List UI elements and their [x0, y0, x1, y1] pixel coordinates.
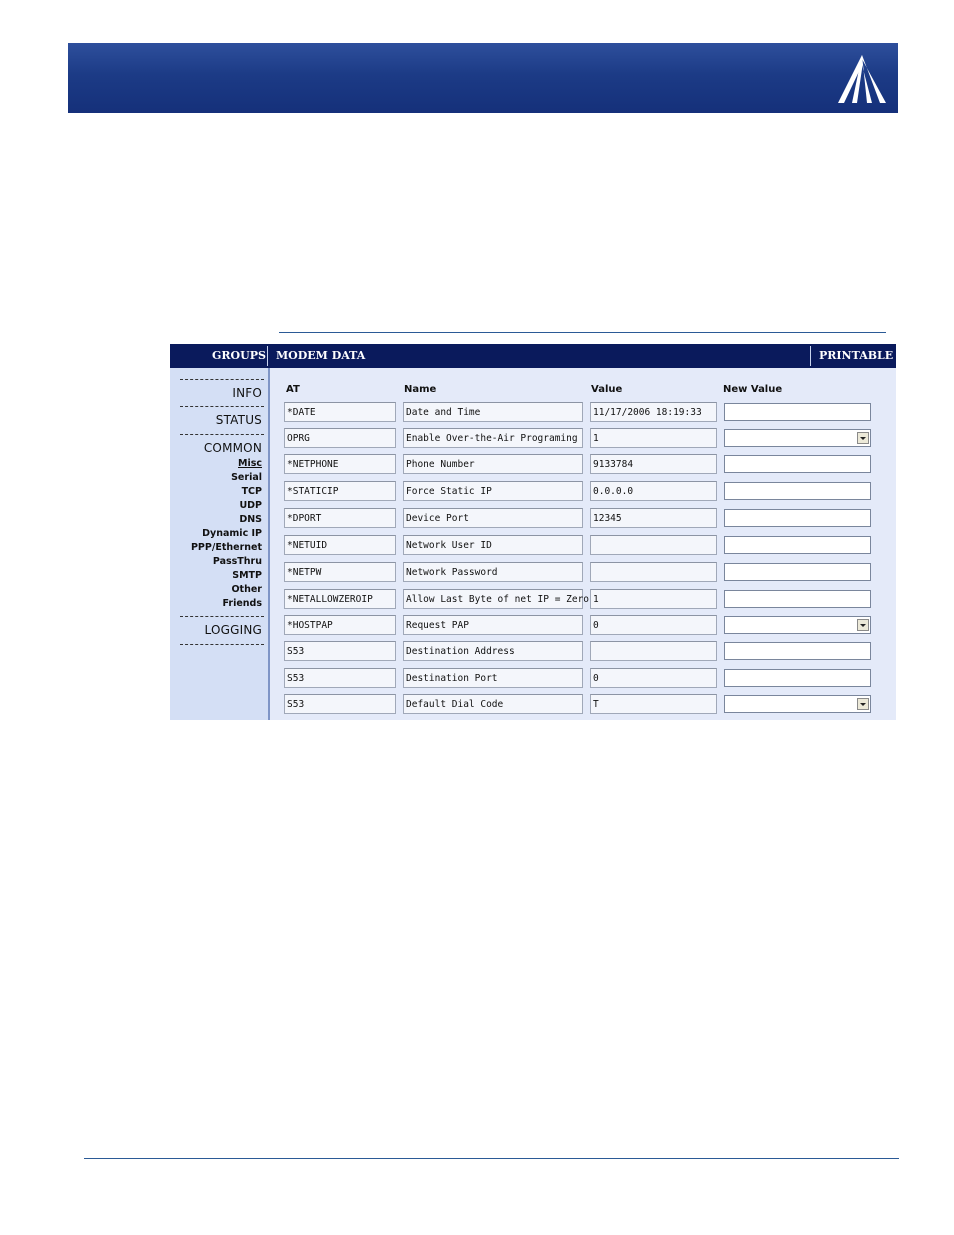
column-header-name: Name — [404, 384, 437, 395]
new-value-input[interactable] — [724, 536, 871, 554]
table-row — [270, 668, 896, 690]
at-command-cell: *NETPW — [284, 562, 396, 582]
new-value-input[interactable] — [724, 669, 871, 687]
name-cell: Force Static IP — [403, 481, 583, 501]
column-header-new-value: New Value — [723, 384, 783, 395]
divider — [180, 434, 264, 435]
divider — [180, 616, 264, 617]
table-row — [270, 402, 896, 424]
divider — [180, 379, 264, 380]
value-cell — [590, 641, 717, 661]
at-command-cell: S53 — [284, 668, 396, 688]
bottom-rule — [84, 1158, 899, 1159]
value-cell: 11/17/2006 18:19:33 — [590, 402, 717, 422]
name-cell: Allow Last Byte of net IP = Zero — [403, 589, 583, 609]
group-logging[interactable]: LOGGING — [204, 623, 262, 637]
new-value-input[interactable] — [724, 509, 871, 527]
group-status[interactable]: STATUS — [215, 413, 262, 427]
value-cell — [590, 562, 717, 582]
divider — [180, 644, 264, 645]
document-banner — [68, 43, 898, 113]
table-row — [270, 615, 896, 637]
value-cell: 1 — [590, 428, 717, 448]
value-cell — [590, 535, 717, 555]
header-separator — [267, 346, 268, 366]
name-cell: Enable Over-the-Air Programing — [403, 428, 583, 448]
new-value-select[interactable] — [724, 616, 871, 634]
common-item-dns[interactable]: DNS — [239, 514, 262, 525]
company-logo-icon — [834, 51, 890, 105]
header-separator — [810, 346, 811, 366]
at-command-cell: S53 — [284, 694, 396, 714]
value-cell: 0 — [590, 668, 717, 688]
value-cell: 0.0.0.0 — [590, 481, 717, 501]
chevron-down-icon[interactable] — [857, 698, 869, 710]
new-value-input[interactable] — [724, 642, 871, 660]
chevron-down-icon[interactable] — [857, 432, 869, 444]
top-rule — [279, 332, 886, 333]
at-command-cell: *NETALLOWZEROIP — [284, 589, 396, 609]
name-cell: Network Password — [403, 562, 583, 582]
value-cell: T — [590, 694, 717, 714]
common-item-ppp-ethernet[interactable]: PPP/Ethernet — [190, 542, 262, 553]
new-value-input[interactable] — [724, 590, 871, 608]
common-item-passthru[interactable]: PassThru — [212, 556, 262, 567]
value-cell: 9133784 — [590, 454, 717, 474]
modem-data-title: MODEM DATA — [276, 349, 366, 362]
name-cell: Request PAP — [403, 615, 583, 635]
name-cell: Destination Address — [403, 641, 583, 661]
header-corner — [170, 344, 180, 368]
new-value-input[interactable] — [724, 455, 871, 473]
table-row — [270, 508, 896, 530]
column-header-at: AT — [286, 384, 300, 395]
name-cell: Device Port — [403, 508, 583, 528]
divider — [180, 406, 264, 407]
new-value-input[interactable] — [724, 563, 871, 581]
at-command-cell: *DPORT — [284, 508, 396, 528]
table-row — [270, 562, 896, 584]
at-command-cell: *NETUID — [284, 535, 396, 555]
name-cell: Network User ID — [403, 535, 583, 555]
at-command-cell: OPRG — [284, 428, 396, 448]
value-cell: 1 — [590, 589, 717, 609]
table-row — [270, 589, 896, 611]
table-row — [270, 481, 896, 503]
modem-data-screenshot — [170, 344, 906, 720]
at-command-cell: *NETPHONE — [284, 454, 396, 474]
common-item-misc[interactable]: Misc — [238, 458, 262, 469]
common-item-dynamic-ip[interactable]: Dynamic IP — [202, 528, 262, 539]
table-row — [270, 428, 896, 450]
printable-view-link[interactable]: PRINTABLE V — [819, 349, 906, 362]
table-row — [270, 454, 896, 476]
group-common[interactable]: COMMON — [203, 441, 262, 455]
common-item-other[interactable]: Other — [231, 584, 262, 595]
at-command-cell: *HOSTPAP — [284, 615, 396, 635]
common-item-tcp[interactable]: TCP — [241, 486, 262, 497]
value-cell: 12345 — [590, 508, 717, 528]
at-command-cell: S53 — [284, 641, 396, 661]
at-command-cell: *STATICIP — [284, 481, 396, 501]
chevron-down-icon[interactable] — [857, 619, 869, 631]
common-item-smtp[interactable]: SMTP — [232, 570, 262, 581]
group-info[interactable]: INFO — [232, 386, 262, 400]
at-command-cell: *DATE — [284, 402, 396, 422]
column-header-value: Value — [591, 384, 623, 395]
new-value-select[interactable] — [724, 695, 871, 713]
table-row — [270, 641, 896, 663]
common-item-udp[interactable]: UDP — [239, 500, 262, 511]
groups-sidebar — [170, 368, 270, 720]
common-item-serial[interactable]: Serial — [231, 472, 262, 483]
table-row — [270, 694, 896, 716]
groups-header: GROUPS — [212, 349, 266, 362]
new-value-input[interactable] — [724, 403, 871, 421]
new-value-input[interactable] — [724, 482, 871, 500]
name-cell: Destination Port — [403, 668, 583, 688]
new-value-select[interactable] — [724, 429, 871, 447]
name-cell: Phone Number — [403, 454, 583, 474]
name-cell: Default Dial Code — [403, 694, 583, 714]
modem-data-table — [270, 368, 896, 720]
value-cell: 0 — [590, 615, 717, 635]
table-row — [270, 535, 896, 557]
name-cell: Date and Time — [403, 402, 583, 422]
common-item-friends[interactable]: Friends — [222, 598, 262, 609]
